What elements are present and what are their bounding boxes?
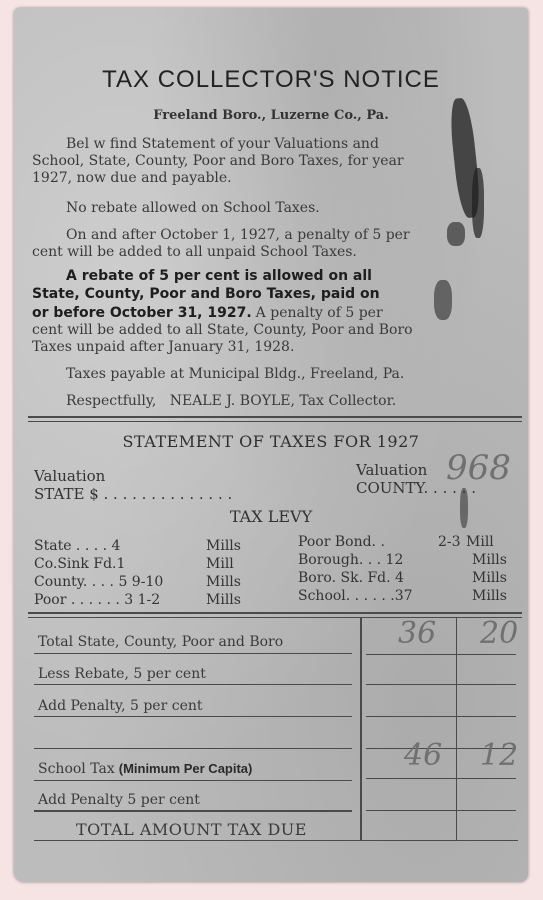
levy-state-unit: Mills [206,538,241,554]
valuation-label-state: Valuation [34,467,106,485]
school-dollars-handwritten: 46 [404,738,443,773]
column-divider [360,618,362,840]
levy-school: School. . . . . .37 [298,588,413,604]
payable-location: Taxes payable at Municipal Bldg., Freeland, Pa. [66,366,405,382]
levy-county: County. . . . 5 9-10 [34,574,164,590]
row-school-tax: School Tax [38,761,115,777]
row-rule [34,810,352,812]
levy-co-sink-fd-unit: Mill [206,556,234,572]
county-valuation-field: COUNTY. . . . . . [356,479,476,497]
row-total-amount-due: TOTAL AMOUNT TAX DUE [76,820,307,839]
tax-levy-heading: TAX LEVY [229,507,313,526]
county-valuation-handwritten: 968 [446,448,511,488]
total-cents-handwritten: 20 [480,616,519,651]
rebate-bold-line3: or before October 31, 1927. [32,305,252,321]
notice-no-rebate: No rebate allowed on School Taxes. [66,200,320,216]
levy-poor-bond: Poor Bond. . [298,534,385,550]
row-school-penalty: Add Penalty 5 per cent [38,792,200,808]
row-total-state-county: Total State, County, Poor and Boro [38,634,284,650]
ink-stain [472,168,484,238]
row-add-penalty: Add Penalty, 5 per cent [38,698,203,714]
divider [28,421,522,422]
ink-stain [447,222,465,246]
ink-stain [434,280,452,320]
row-rule [366,810,516,811]
levy-co-sink-fd: Co.Sink Fd.1 [34,556,126,572]
levy-poor-bond-unit: Mill [466,534,494,550]
row-school-tax-wrap [38,760,252,778]
rebate-rest-line2: Taxes unpaid after January 31, 1928. [32,339,295,355]
row-rule [34,684,352,685]
state-valuation-field: STATE $ . . . . . . . . . . . . . . [34,485,233,503]
notice-penalty-line2: cent will be added to all unpaid School Taxes. [32,244,357,260]
notice-para1-line3: 1927, now due and payable. [32,170,232,186]
notice-title: TAX COLLECTOR'S NOTICE [102,66,440,93]
notice-penalty-line1: On and after October 1, 1927, a penalty of 5 per [66,227,410,243]
levy-state: State . . . . 4 [34,538,121,554]
tax-notice-card [14,8,528,882]
statement-heading: STATEMENT OF TAXES FOR 1927 [122,432,420,451]
rebate-tail: A penalty of 5 per [255,305,383,321]
school-cents-handwritten: 12 [480,738,519,773]
levy-boro-sk-fd-unit: Mills [472,570,507,586]
row-rule [34,716,352,717]
column-divider [456,618,457,840]
levy-school-unit: Mills [472,588,507,604]
notice-para1-line1: Bel w find Statement of your Valuations and [66,136,379,152]
row-rule [34,840,518,841]
table-top-rule [28,617,522,618]
levy-poor-bond-rate: 2-3 [438,534,461,550]
row-rule [366,716,516,717]
row-rule [34,653,352,654]
row-rule [34,780,352,781]
notice-location: Freeland Boro., Luzerne Co., Pa. [153,108,389,123]
levy-boro-sk-fd: Boro. Sk. Fd. 4 [298,570,404,586]
levy-borough-unit: Mills [472,552,507,568]
rebate-bold-line2: State, County, Poor and Boro Taxes, paid on [32,286,380,302]
levy-poor: Poor . . . . . . 3 1-2 [34,592,161,608]
rebate-bold-line1: A rebate of 5 per cent is allowed on all [66,268,372,284]
table-top-rule [28,612,522,614]
row-rule [34,748,352,749]
levy-county-unit: Mills [206,574,241,590]
collector-signature: Respectfully, NEALE J. BOYLE, Tax Collector. [66,393,397,409]
rebate-bold-line3-wrap [32,304,383,322]
total-dollars-handwritten: 36 [398,616,437,651]
divider [28,416,522,418]
school-tax-per-capita-note: (Minimum Per Capita) [118,761,253,776]
notice-para1-line2: School, State, County, Poor and Boro Taxes, for year [32,153,404,169]
rebate-rest-line1: cent will be added to all State, County, Poor and Boro [32,322,413,338]
row-less-rebate: Less Rebate, 5 per cent [38,666,206,682]
row-rule [366,778,516,779]
levy-poor-unit: Mills [206,592,241,608]
valuation-label-county: Valuation [356,461,428,479]
levy-borough: Borough. . . 12 [298,552,404,568]
row-rule [366,684,516,685]
row-rule [366,654,516,655]
